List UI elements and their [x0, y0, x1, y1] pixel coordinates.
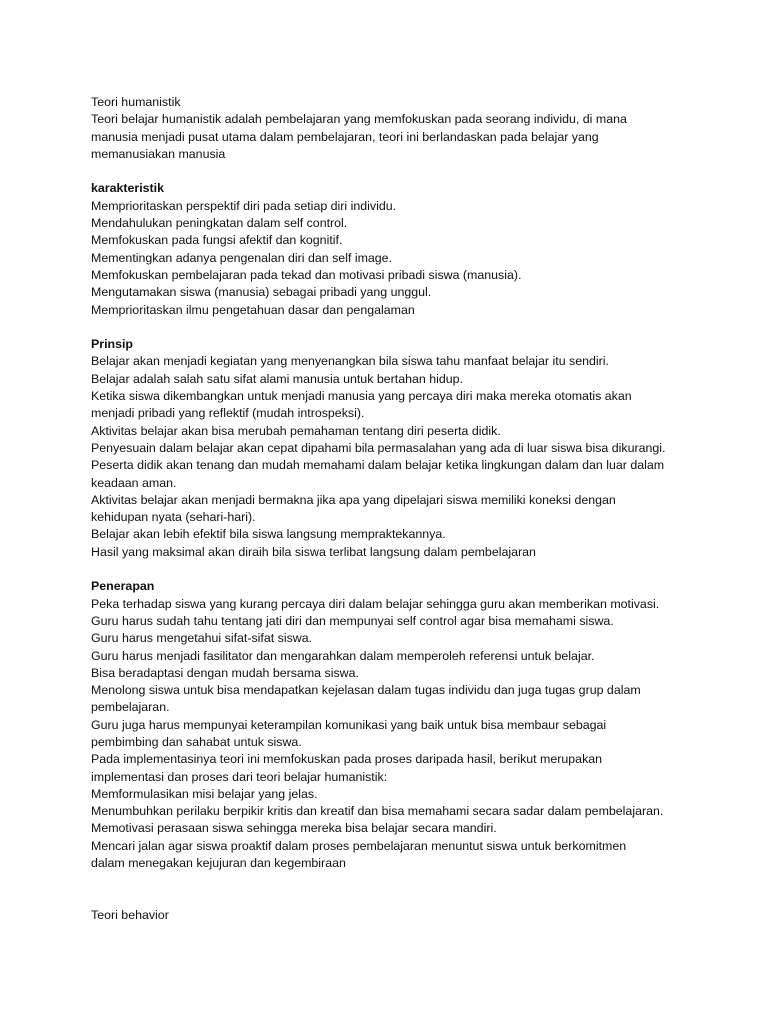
blank-line — [91, 561, 691, 578]
paragraph-line: manusia menjadi pusat utama dalam pembelajaran, teori ini berlandaskan pada belajar yang — [91, 129, 599, 144]
list-item: Memfokuskan pada fungsi afektif dan kognitif. — [91, 233, 343, 248]
list-item: Belajar adalah salah satu sifat alami manusia untuk bertahan hidup. — [91, 371, 463, 386]
section-heading-humanistik: Teori humanistik — [91, 95, 181, 109]
list-item: Belajar akan menjadi kegiatan yang menyenangkan bila siswa tahu manfaat belajar itu sendiri. — [91, 354, 609, 369]
list-item: Guru harus menjadi fasilitator dan mengarahkan dalam memperoleh referensi untuk belajar. — [91, 648, 595, 663]
list-item: Aktivitas belajar akan menjadi bermakna jika apa yang dipelajari siswa memiliki koneksi dengan — [91, 492, 616, 507]
blank-line — [91, 872, 691, 907]
list-item: Guru harus mengetahui sifat-sifat siswa. — [91, 631, 313, 646]
list-item: Ketika siswa dikembangkan untuk menjadi manusia yang percaya diri maka mereka otomatis akan — [91, 389, 632, 404]
list-item: Memfokuskan pembelajaran pada tekad dan motivasi pribadi siswa (manusia). — [91, 267, 522, 282]
list-item: Aktivitas belajar akan bisa merubah pemahaman tentang diri peserta didik. — [91, 423, 501, 438]
blank-line — [91, 319, 691, 336]
list-item: pembimbing dan sahabat untuk siswa. — [91, 734, 302, 749]
list-item: Memformulasikan misi belajar yang jelas. — [91, 786, 318, 801]
list-item: Pada implementasinya teori ini memfokuskan pada proses daripada hasil, berikut merupakan — [91, 752, 603, 767]
list-item: Memprioritaskan ilmu pengetahuan dasar dan pengalaman — [91, 302, 415, 317]
list-item: keadaan aman. — [91, 475, 177, 490]
paragraph-line: Teori belajar humanistik adalah pembelajaran yang memfokuskan pada seorang individu, di mana — [91, 112, 627, 127]
list-item: Mementingkan adanya pengenalan diri dan self image. — [91, 250, 393, 265]
list-item: Menumbuhkan perilaku berpikir kritis dan kreatif dan bisa memahami secara sadar dalam pembelajaran. — [91, 804, 664, 819]
list-item: Penyesuain dalam belajar akan cepat dipahami bila permasalahan yang ada di luar siswa bisa dikurangi. — [91, 440, 666, 455]
section-heading-prinsip: Prinsip — [91, 337, 133, 352]
blank-line — [91, 163, 691, 180]
list-item: Menolong siswa untuk bisa mendapatkan kejelasan dalam tugas individu dan juga tugas grup dalam — [91, 683, 641, 698]
list-item: Mencari jalan agar siswa proaktif dalam proses pembelajaran menuntut siswa untuk berkomitmen — [91, 838, 627, 853]
list-item: Guru juga harus mempunyai keterampilan komunikasi yang baik untuk bisa membaur sebagai — [91, 717, 607, 732]
list-item: Hasil yang maksimal akan diraih bila siswa terlibat langsung dalam pembelajaran — [91, 544, 536, 559]
list-item: Guru harus sudah tahu tentang jati diri dan mempunyai self control agar bisa memahami siswa. — [91, 613, 614, 628]
document-body — [91, 94, 691, 924]
list-item: Bisa beradaptasi dengan mudah bersama siswa. — [91, 665, 359, 680]
list-item: Mengutamakan siswa (manusia) sebagai pribadi yang unggul. — [91, 285, 432, 300]
list-item: implementasi dan proses dari teori belajar humanistik: — [91, 769, 388, 784]
list-item: Peka terhadap siswa yang kurang percaya diri dalam belajar sehingga guru akan memberikan motivasi. — [91, 596, 660, 611]
section-heading-behavior: Teori behavior — [91, 907, 169, 922]
list-item: Belajar akan lebih efektif bila siswa langsung mempraktekannya. — [91, 527, 446, 542]
list-item: pembelajaran. — [91, 700, 170, 715]
list-item: menjadi pribadi yang reflektif (mudah introspeksi). — [91, 406, 365, 421]
list-item: Memotivasi perasaan siswa sehingga mereka bisa belajar secara mandiri. — [91, 821, 497, 836]
list-item: Mendahulukan peningkatan dalam self control. — [91, 216, 348, 231]
section-heading-karakteristik: karakteristik — [91, 181, 165, 196]
section-heading-penerapan: Penerapan — [91, 579, 155, 594]
list-item: dalam menegakan kejujuran dan kegembiraan — [91, 856, 346, 871]
list-item: kehidupan nyata (sehari-hari). — [91, 510, 256, 525]
paragraph-line: memanusiakan manusia — [91, 146, 226, 161]
list-item: Peserta didik akan tenang dan mudah memahami dalam belajar ketika lingkungan dalam dan luar dalam — [91, 458, 665, 473]
list-item: Memprioritaskan perspektif diri pada setiap diri individu. — [91, 198, 397, 213]
